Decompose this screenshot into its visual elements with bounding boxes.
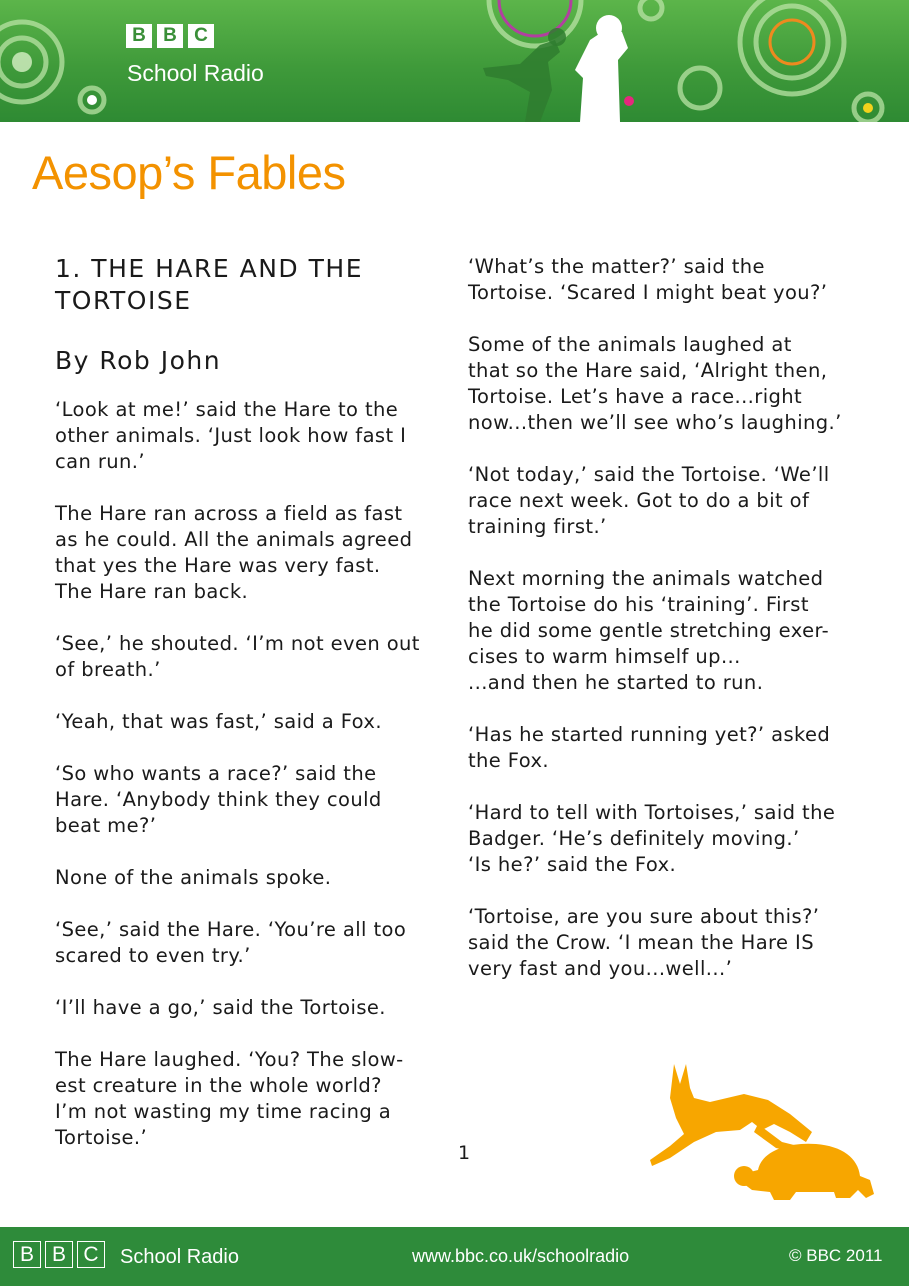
text-line: ‘Not today,’ said the Tortoise. ‘We’ll bbox=[468, 463, 830, 486]
text-line: ‘What’s the matter?’ said the bbox=[468, 255, 765, 278]
text-line: I’m not wasting my time racing a bbox=[55, 1100, 392, 1123]
story-paragraph bbox=[55, 709, 445, 735]
text-line: said the Crow. ‘I mean the Hare IS bbox=[468, 931, 814, 954]
text-line: ‘Is he?’ said the Fox. bbox=[468, 853, 677, 876]
text-line: ‘Yeah, that was fast,’ said a Fox. bbox=[55, 710, 382, 733]
text-line: the Tortoise do his ‘training’. First bbox=[468, 593, 809, 616]
bbc-logo bbox=[126, 24, 214, 48]
text-line: ‘See,’ he shouted. ‘I’m not even out bbox=[55, 632, 420, 655]
text-line: as he could. All the animals agreed bbox=[55, 528, 413, 551]
story-paragraph bbox=[468, 254, 868, 306]
page-title: Aesop’s Fables bbox=[32, 146, 346, 199]
logo-block: B bbox=[157, 24, 183, 48]
right-column bbox=[468, 254, 868, 1008]
text-line: The Hare ran back. bbox=[55, 580, 249, 603]
story-paragraph bbox=[55, 995, 445, 1021]
text-line: Hare. ‘Anybody think they could bbox=[55, 788, 382, 811]
story-title bbox=[55, 253, 445, 317]
footer-bbc-logo bbox=[13, 1241, 105, 1268]
footer-brand: School Radio bbox=[120, 1246, 239, 1268]
text-line: Badger. ‘He’s definitely moving.’ bbox=[468, 827, 800, 850]
text-line: Tortoise. Let’s have a race...right bbox=[468, 385, 803, 408]
text-line: Next morning the animals watched bbox=[468, 567, 824, 590]
text-line: beat me?’ bbox=[55, 814, 157, 837]
header-brand: School Radio bbox=[127, 60, 264, 86]
story-paragraph bbox=[468, 722, 868, 774]
story-paragraph bbox=[468, 800, 868, 878]
story-paragraph bbox=[468, 462, 868, 540]
text-line: ‘Look at me!’ said the Hare to the bbox=[55, 398, 399, 421]
text-line: None of the animals spoke. bbox=[55, 866, 332, 889]
text-line: can run.’ bbox=[55, 450, 145, 473]
hare-and-tortoise-illustration bbox=[640, 1058, 885, 1218]
story-paragraph bbox=[55, 761, 445, 839]
story-paragraph bbox=[468, 566, 868, 696]
text-line: The Hare ran across a field as fast bbox=[55, 502, 403, 525]
text-line: now...then we’ll see who’s laughing.’ bbox=[468, 411, 842, 434]
text-line: ‘See,’ said the Hare. ‘You’re all too bbox=[55, 918, 407, 941]
story-paragraph bbox=[55, 865, 445, 891]
text-line: The Hare laughed. ‘You? The slow- bbox=[55, 1048, 404, 1071]
story-author: By Rob John bbox=[55, 346, 222, 375]
header-banner bbox=[0, 0, 909, 122]
text-line: training first.’ bbox=[468, 515, 607, 538]
story-paragraph bbox=[55, 917, 445, 969]
text-line: ‘So who wants a race?’ said the bbox=[55, 762, 377, 785]
right-paragraphs bbox=[468, 254, 868, 982]
text-line: ‘Has he started running yet?’ asked bbox=[468, 723, 831, 746]
text-line: race next week. Got to do a bit of bbox=[468, 489, 810, 512]
footer-url-link[interactable]: www.bbc.co.uk/schoolradio bbox=[412, 1246, 630, 1266]
story-paragraph bbox=[468, 332, 868, 436]
story-paragraph bbox=[55, 397, 445, 475]
text-line: ...and then he started to run. bbox=[468, 671, 764, 694]
footer-bar bbox=[0, 1227, 909, 1286]
logo-block: B bbox=[126, 24, 152, 48]
text-line: he did some gentle stretching exer- bbox=[468, 619, 830, 642]
left-column bbox=[55, 253, 445, 1177]
logo-block: C bbox=[188, 24, 214, 48]
text-line: other animals. ‘Just look how fast I bbox=[55, 424, 407, 447]
footer-copyright: © BBC 2011 bbox=[789, 1246, 883, 1265]
text-line: scared to even try.’ bbox=[55, 944, 251, 967]
title-line: 1. THE HARE AND THE bbox=[55, 254, 363, 283]
text-line: the Fox. bbox=[468, 749, 549, 772]
text-line: that so the Hare said, ‘Alright then, bbox=[468, 359, 828, 382]
text-line: est creature in the whole world? bbox=[55, 1074, 382, 1097]
text-line: Tortoise. ‘Scared I might beat you?’ bbox=[468, 281, 828, 304]
text-line: Tortoise.’ bbox=[55, 1126, 148, 1149]
logo-block: C bbox=[77, 1241, 105, 1268]
text-line: ‘I’ll have a go,’ said the Tortoise. bbox=[55, 996, 386, 1019]
left-paragraphs bbox=[55, 397, 445, 1151]
story-paragraph bbox=[468, 904, 868, 982]
text-line: that yes the Hare was very fast. bbox=[55, 554, 381, 577]
text-line: Some of the animals laughed at bbox=[468, 333, 792, 356]
text-line: very fast and you...well...’ bbox=[468, 957, 733, 980]
story-paragraph bbox=[55, 501, 445, 605]
page-number: 1 bbox=[458, 1142, 471, 1164]
text-line: ‘Hard to tell with Tortoises,’ said the bbox=[468, 801, 836, 824]
text-line: cises to warm himself up... bbox=[468, 645, 741, 668]
logo-block: B bbox=[13, 1241, 41, 1268]
title-line: TORTOISE bbox=[55, 286, 192, 315]
story-paragraph bbox=[55, 1047, 445, 1151]
text-line: of breath.’ bbox=[55, 658, 161, 681]
text-line: ‘Tortoise, are you sure about this?’ bbox=[468, 905, 820, 928]
story-paragraph bbox=[55, 631, 445, 683]
logo-block: B bbox=[45, 1241, 73, 1268]
